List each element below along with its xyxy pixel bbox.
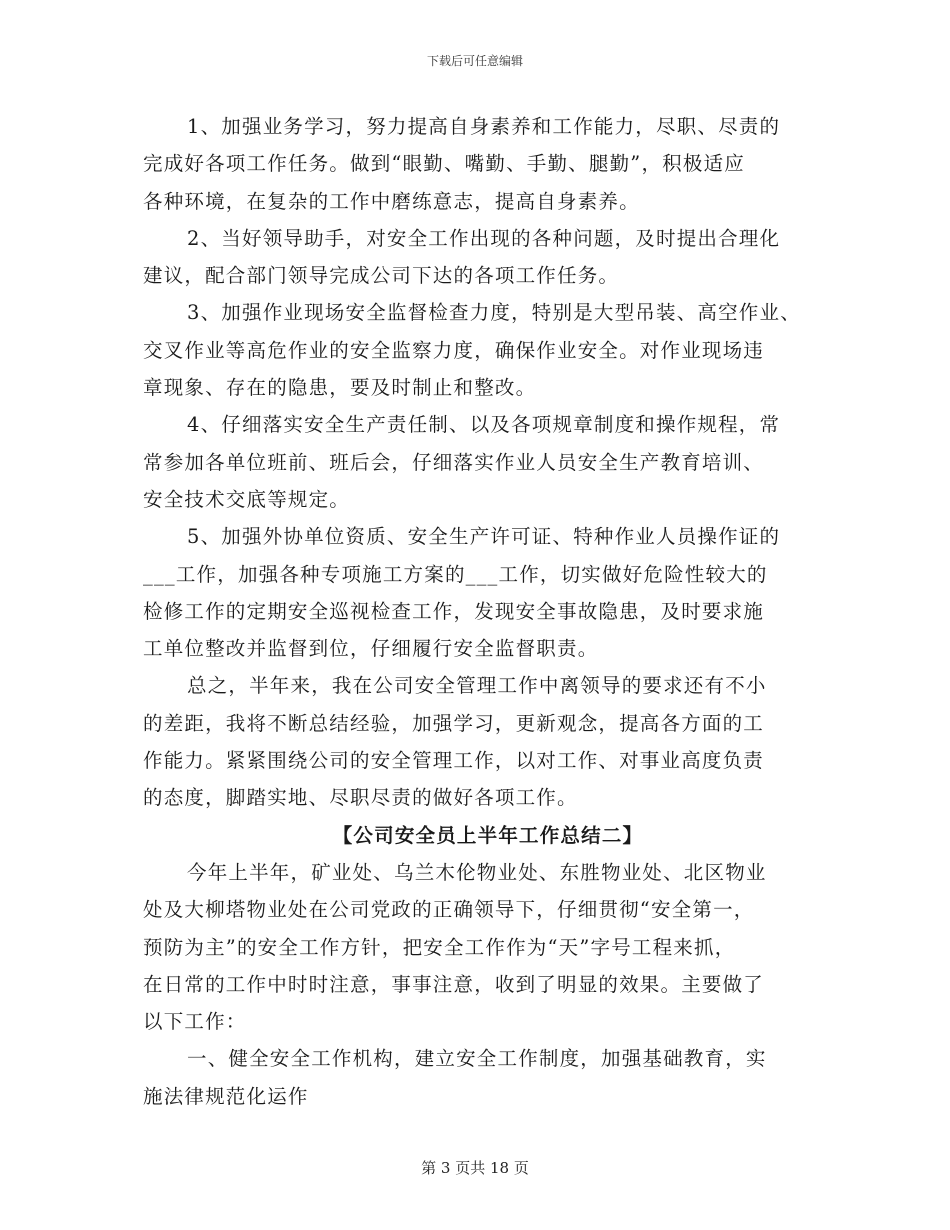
text-line: 在日常的工作中时时注意，事事注意，收到了明显的效果。主要做了 xyxy=(143,972,765,996)
text-line: 检修工作的定期安全巡视检查工作，发现安全事故隐患，及时要求施 xyxy=(143,599,765,623)
text-line: 作能力。紧紧围绕公司的安全管理工作，以对工作、对事业高度负责 xyxy=(143,749,765,773)
text-line: ___工作，加强各种专项施工方案的___工作，切实做好危险性较大的 xyxy=(143,562,768,586)
text-line: 5、加强外协单位资质、安全生产许可证、特种作业人员操作证的 xyxy=(187,525,781,549)
page-number: 第 3 页共 18 页 xyxy=(421,1159,529,1177)
text-line: 2、当好领导助手，对安全工作出现的各种问题，及时提出合理化 xyxy=(187,226,781,250)
text-line: 工单位整改并监督到位，仔细履行安全监督职责。 xyxy=(143,637,599,661)
text-line: 1、加强业务学习，努力提高自身素养和工作能力，尽职、尽责的 xyxy=(187,115,781,138)
text-line: 以下工作： xyxy=(143,1010,247,1034)
page-header: 下载后可任意编辑 xyxy=(426,54,523,68)
text-line: 安全技术交底等规定。 xyxy=(143,487,351,511)
section-heading: 【公司安全员上半年工作总结二】 xyxy=(332,823,644,847)
text-line: 的差距，我将不断总结经验，加强学习，更新观念，提高各方面的工 xyxy=(143,711,765,735)
text-line: 总之，半年来，我在公司安全管理工作中离领导的要求还有不小 xyxy=(187,674,767,698)
text-line: 施法律规范化运作 xyxy=(143,1084,309,1108)
text-line: 的态度，脚踏实地、尽职尽责的做好各项工作。 xyxy=(143,786,578,810)
text-line: 各种环境，在复杂的工作中磨练意志，提高自身素养。 xyxy=(143,189,640,213)
document-body xyxy=(143,108,833,1115)
text-line: 常参加各单位班前、班后会，仔细落实作业人员安全生产教育培训、 xyxy=(143,450,765,474)
text-line: 完成好各项工作任务。做到“眼勤、嘴勤、手勤、腿勤”，积极适应 xyxy=(143,152,745,176)
text-line: 今年上半年，矿业处、乌兰木伦物业处、东胜物业处、北区物业 xyxy=(187,860,767,884)
text-line: 3、加强作业现场安全监督检查力度，特别是大型吊装、高空作业、 xyxy=(187,301,801,325)
text-line: 一、健全安全工作机构，建立安全工作制度，加强基础教育，实 xyxy=(187,1047,767,1071)
text-line: 预防为主”的安全工作方针，把安全工作作为“天”字号工程来抓， xyxy=(143,935,736,959)
text-line: 建议，配合部门领导完成公司下达的各项工作任务。 xyxy=(143,264,620,288)
text-line: 交叉作业等高危作业的安全监察力度，确保作业安全。对作业现场违 xyxy=(143,338,765,362)
text-line: 章现象、存在的隐患，要及时制止和整改。 xyxy=(143,376,537,400)
text-line: 处及大柳塔物业处在公司党政的正确领导下，仔细贯彻“安全第一， xyxy=(143,898,755,922)
text-line: 4、仔细落实安全生产责任制、以及各项规章制度和操作规程，常 xyxy=(187,413,781,437)
